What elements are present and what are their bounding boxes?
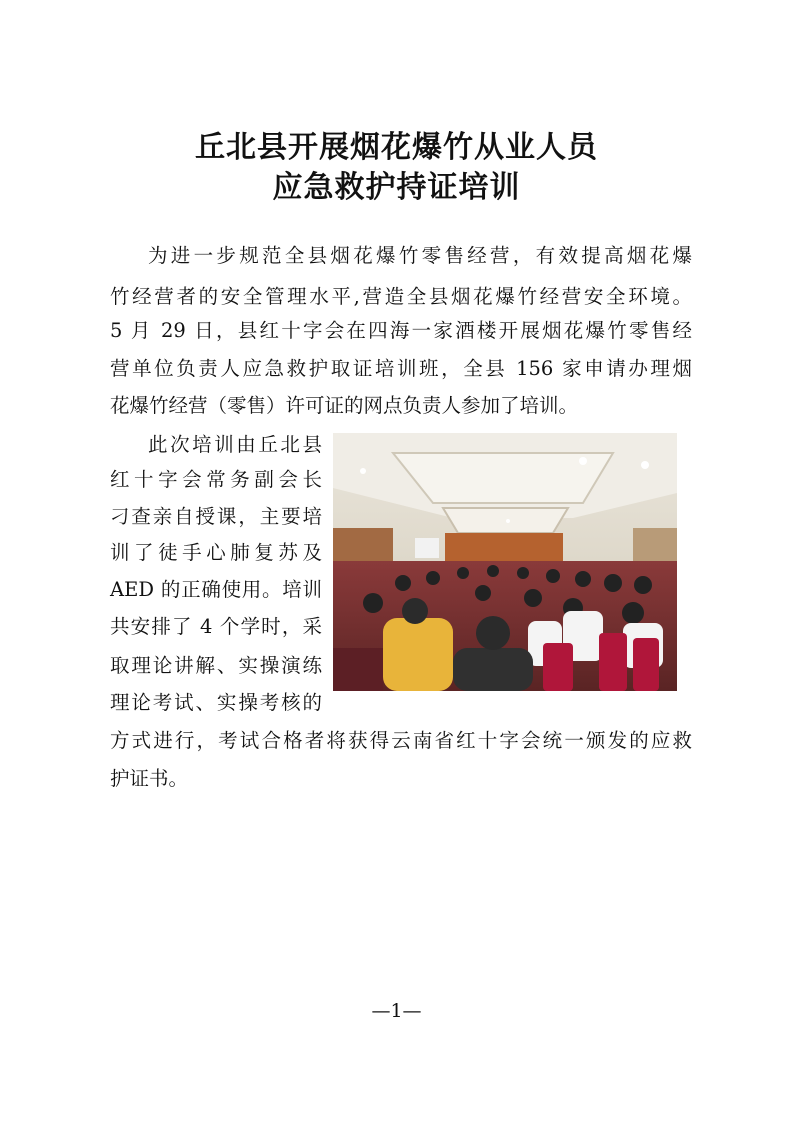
paragraph-1-line-5: 花爆竹经营（零售）许可证的网点负责人参加了培训。 <box>110 394 579 417</box>
paragraph-2-line-4: 训了徒手心肺复苏及 <box>110 541 322 564</box>
document-title-line-2: 应急救护持证培训 <box>272 170 521 205</box>
document-title-line-1: 丘北县开展烟花爆竹从业人员 <box>195 130 598 165</box>
page-number: —1— <box>371 1000 422 1022</box>
paragraph-1-line-2: 竹经营者的安全管理水平,营造全县烟花爆竹经营安全环境。 <box>110 285 692 308</box>
paragraph-2-line-1: 此次培训由丘北县 <box>148 433 322 456</box>
paragraph-2-line-6: 共安排了 4 个学时，采 <box>110 615 322 638</box>
paragraph-2-line-2: 红十字会常务副会长 <box>110 468 322 491</box>
paragraph-2-line-7: 取理论讲解、实操演练 <box>110 654 322 677</box>
paragraph-2-line-10: 护证书。 <box>110 767 189 790</box>
paragraph-1-line-4: 营单位负责人应急救护取证培训班，全县 156 家申请办理烟 <box>110 357 692 380</box>
paragraph-1-line-1: 为进一步规范全县烟花爆竹零售经营，有效提高烟花爆 <box>148 244 692 267</box>
training-photo <box>333 433 677 691</box>
paragraph-1-line-3: 5 月 29 日，县红十字会在四海一家酒楼开展烟花爆竹零售经 <box>110 319 692 342</box>
paragraph-2-line-9: 方式进行，考试合格者将获得云南省红十字会统一颁发的应救 <box>110 729 692 752</box>
paragraph-2-line-3: 刁查亲自授课，主要培 <box>110 505 322 528</box>
paragraph-2-line-8: 理论考试、实操考核的 <box>110 691 322 714</box>
paragraph-2-line-5: AED 的正确使用。培训 <box>110 578 322 601</box>
